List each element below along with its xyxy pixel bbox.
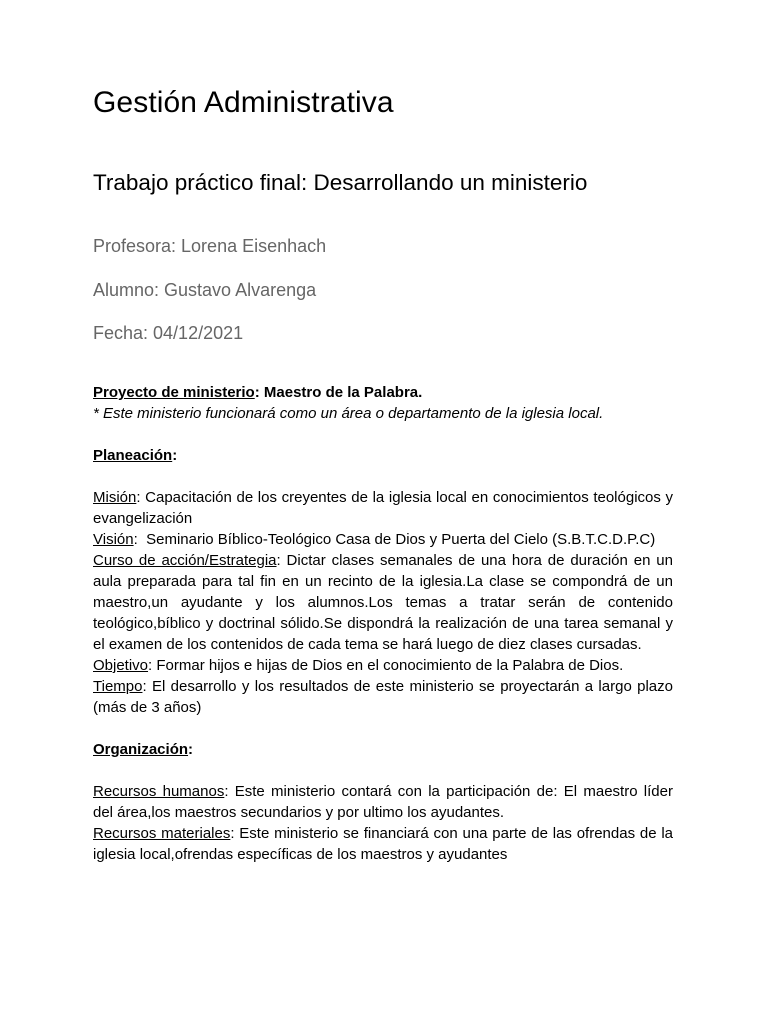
recursos-materiales-label: Recursos materiales — [93, 825, 231, 842]
vision-text: : Seminario Bíblico-Teológico Casa de Dios y Puerta del Cielo (S.B.T.C.D.P.C) — [133, 531, 656, 548]
project-note: * Este ministerio funcionará como un área o departamento de la iglesia local. — [93, 405, 604, 422]
planeacion-heading-text: Planeación — [93, 447, 173, 464]
recursos-materiales-paragraph — [93, 823, 673, 865]
planeacion-heading — [93, 445, 673, 466]
organizacion-heading — [93, 739, 673, 760]
organizacion-heading-text: Organización — [93, 741, 189, 758]
recursos-humanos-text: : Este ministerio contará con la participación de: El maestro líder del área,los maestros secundarios y por ultimo los ayudantes. — [93, 783, 673, 821]
vision-label: Visión — [93, 531, 134, 548]
tiempo-text: : El desarrollo y los resultados de este ministerio se proyectarán a largo plazo (más de 3 años) — [93, 678, 673, 716]
objetivo-label: Objetivo — [93, 657, 149, 674]
curso-paragraph — [93, 550, 673, 655]
date-line: Fecha: 04/12/2021 — [93, 323, 244, 343]
professor-line: Profesora: Lorena Eisenhach — [93, 236, 327, 256]
curso-text: : Dictar clases semanales de una hora de duración en un aula preparada para tal fin en un recinto de la iglesia.La clase se compondrá de un maestro,un ayudante y los alumnos.Los temas a tratar serán de contenido teológico,bíblico y doctrinal sólido.Se dispondrá la realización de una tarea semanal y el examen de los contenidos de cada tema se hará luego de diez clases cursadas. — [93, 552, 673, 653]
project-line — [93, 382, 673, 403]
student-line: Alumno: Gustavo Alvarenga — [93, 280, 317, 300]
project-label: Proyecto de ministerio — [93, 384, 255, 401]
tiempo-label: Tiempo — [93, 678, 143, 695]
objetivo-paragraph — [93, 655, 673, 676]
mision-label: Misión — [93, 489, 137, 506]
recursos-materiales-text: : Este ministerio se financiará con una parte de las ofrendas de la iglesia local,ofrendas específicas de los maestros y ayudantes — [93, 825, 674, 863]
document-subtitle: Trabajo práctico final: Desarrollando un ministerio — [93, 170, 588, 195]
objetivo-text: : Formar hijos e hijas de Dios en el conocimiento de la Palabra de Dios. — [148, 657, 624, 674]
document-title: Gestión Administrativa — [93, 86, 394, 119]
project-name: Maestro de la Palabra. — [263, 384, 423, 401]
recursos-humanos-paragraph — [93, 781, 673, 823]
document-body — [93, 382, 673, 865]
project-separator: : — [254, 384, 264, 401]
mision-paragraph — [93, 487, 673, 529]
mision-text: : Capacitación de los creyentes de la iglesia local en conocimientos teológicos y evangelización — [93, 489, 673, 527]
planeacion-heading-colon: : — [172, 447, 178, 464]
curso-label: Curso de acción/Estrategia — [93, 552, 277, 569]
tiempo-paragraph — [93, 676, 673, 718]
vision-paragraph — [93, 529, 673, 550]
organizacion-heading-colon: : — [188, 741, 194, 758]
recursos-humanos-label: Recursos humanos — [93, 783, 225, 800]
